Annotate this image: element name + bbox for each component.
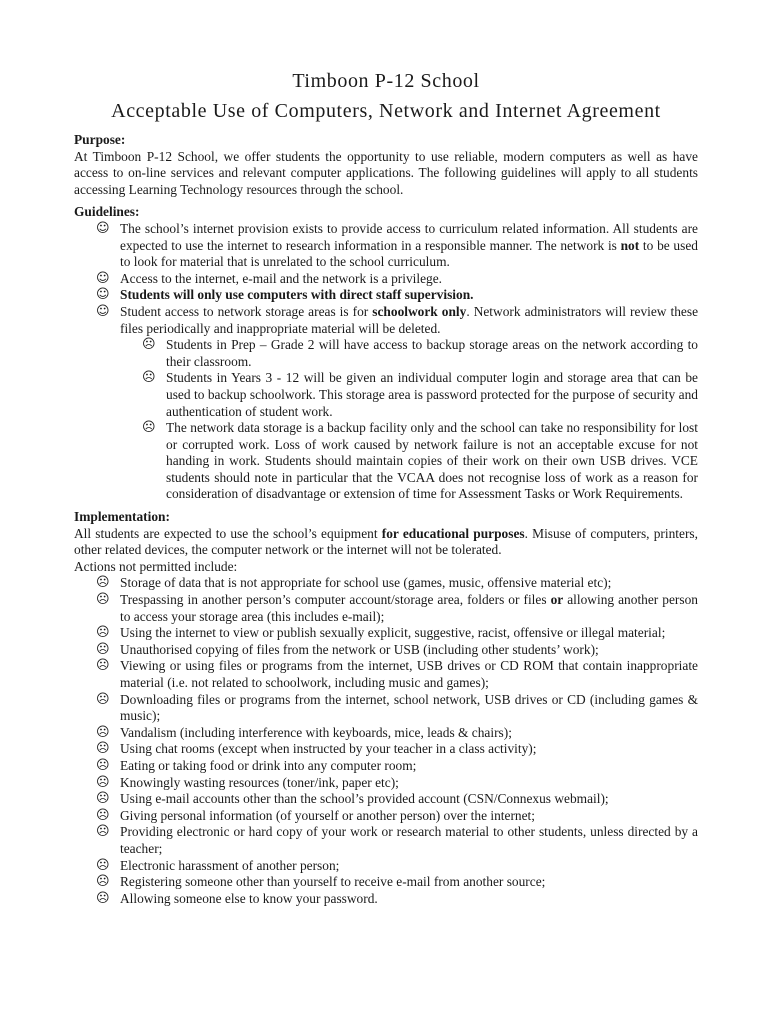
- prohibited-action: ☹ Vandalism (including interference with keyboards, mice, leads & chairs);: [96, 724, 512, 740]
- implementation-intro: All students are expected to use the school’s equipment for educational purposes. Misuse of computers, printers, other related devices, the computer network or the internet will not be tolerated.: [74, 525, 698, 558]
- sad-icon: ☹: [96, 774, 110, 790]
- frown-icon: ☹: [142, 370, 156, 386]
- prohibited-action: ☹ Viewing or using files or programs from the internet, USB drives or CD ROM that contain inappropriate material (i.e. not related to schoolwork, including music and games);: [96, 658, 698, 690]
- sad-icon: ☹: [96, 757, 110, 773]
- sad-icon: ☹: [96, 791, 110, 807]
- frown-icon: ☹: [142, 337, 156, 353]
- sad-icon: ☹: [96, 575, 110, 591]
- storage-subitem: ☹ The network data storage is a backup facility only and the school can take no responsibility for lost or corrupted work. Loss of work caused by network failure is not an acceptable excuse for not handing in work. Students should maintain copies of their work on their own USB drives. VCE students should note in particular that the VCAA does not recognise loss of work as a reason for consideration of disadvantage or extension of time for Assessment Tasks or Work Requirements.: [142, 420, 698, 502]
- storage-sublist: [74, 337, 698, 503]
- sad-icon: ☹: [96, 890, 110, 906]
- prohibited-action: ☹ Knowingly wasting resources (toner/ink, paper etc);: [96, 774, 399, 790]
- prohibited-action: ☹ Downloading files or programs from the internet, school network, USB drives or CD (including games & music);: [96, 691, 698, 724]
- prohibited-action: ☹ Electronic harassment of another person;: [96, 857, 340, 873]
- prohibited-action: ☹ Using e-mail accounts other than the school’s provided account (CSN/Connexus webmail);: [96, 791, 609, 807]
- prohibited-action: ☹ Eating or taking food or drink into any computer room;: [96, 757, 417, 773]
- prohibited-action: ☹ Giving personal information (of yourself or another person) over the internet;: [96, 807, 535, 823]
- sad-icon: ☹: [96, 824, 110, 840]
- sad-icon: ☹: [96, 592, 110, 608]
- smiley-icon: ☺: [96, 303, 110, 319]
- sad-icon: ☹: [96, 741, 110, 757]
- guidelines-heading: Guidelines:: [74, 204, 140, 220]
- sad-icon: ☹: [96, 625, 110, 641]
- smiley-icon: ☺: [96, 270, 110, 286]
- guidelines-list: [74, 221, 698, 337]
- prohibited-action: ☹ Trespassing in another person’s computer account/storage area, folders or files or allowing another person to access your storage area (this includes e-mail);: [96, 592, 698, 624]
- agreement-title: Acceptable Use of Computers, Network and Internet Agreement: [111, 100, 661, 122]
- prohibited-action: ☹ Providing electronic or hard copy of your work or research material to other students, unless directed by a teacher;: [96, 824, 698, 856]
- storage-subitem: ☹ Students in Years 3 - 12 will be given an individual computer login and storage area that can be used to backup schoolwork. This storage area is password protected for the purpose of security and authentication of student work.: [142, 370, 698, 419]
- smiley-icon: ☺: [96, 287, 110, 303]
- purpose-heading: Purpose:: [74, 132, 126, 147]
- purpose-text: At Timboon P-12 School, we offer students the opportunity to use reliable, modern computers as well as have access to on-line services and relevant computer applications. The following guidelines will apply to all students accessing Learning Technology resources through the school.: [74, 148, 698, 197]
- actions-label: Actions not permitted include:: [74, 558, 238, 574]
- guideline-item: ☺ Student access to network storage areas is for schoolwork only. Network administrators will review these files periodically and inappropriate material will be deleted.: [96, 303, 699, 336]
- sad-icon: ☹: [96, 691, 110, 707]
- sad-icon: ☹: [96, 724, 110, 740]
- school-title: Timboon P-12 School: [292, 70, 480, 92]
- sad-icon: ☹: [96, 857, 110, 873]
- sad-icon: ☹: [96, 874, 110, 890]
- prohibited-action: ☹ Storage of data that is not appropriate for school use (games, music, offensive material etc);: [96, 575, 612, 591]
- sad-icon: ☹: [96, 641, 110, 657]
- document-body: [74, 68, 698, 907]
- sad-icon: ☹: [96, 807, 110, 823]
- prohibited-action: ☹ Unauthorised copying of files from the network or USB (including other students’ work);: [96, 641, 599, 657]
- storage-subitem: ☹ Students in Prep – Grade 2 will have access to backup storage areas on the network according to their classroom.: [142, 337, 698, 369]
- prohibited-action: ☹ Using chat rooms (except when instructed by your teacher in a class activity);: [96, 741, 537, 757]
- implementation-heading: Implementation:: [74, 509, 170, 525]
- prohibited-action: ☹ Using the internet to view or publish sexually explicit, suggestive, racist, offensive or illegal material;: [96, 625, 666, 641]
- sad-icon: ☹: [96, 658, 110, 674]
- prohibited-action: ☹ Registering someone other than yourself to receive e-mail from another source;: [96, 874, 546, 890]
- guideline-item: ☺ Students will only use computers with direct staff supervision.: [96, 287, 474, 303]
- smiley-icon: ☺: [96, 220, 110, 236]
- guideline-item: ☺ The school’s internet provision exists to provide access to curriculum related information. All students are expected to use the internet to research information in a responsible manner. The network is not to be used to look for material that is unrelated to the school curriculum.: [96, 220, 698, 270]
- prohibited-actions-list: [74, 575, 698, 907]
- frown-icon: ☹: [142, 420, 156, 436]
- guideline-item: ☺ Access to the internet, e-mail and the network is a privilege.: [96, 270, 443, 286]
- prohibited-action: ☹ Allowing someone else to know your password.: [96, 890, 378, 906]
